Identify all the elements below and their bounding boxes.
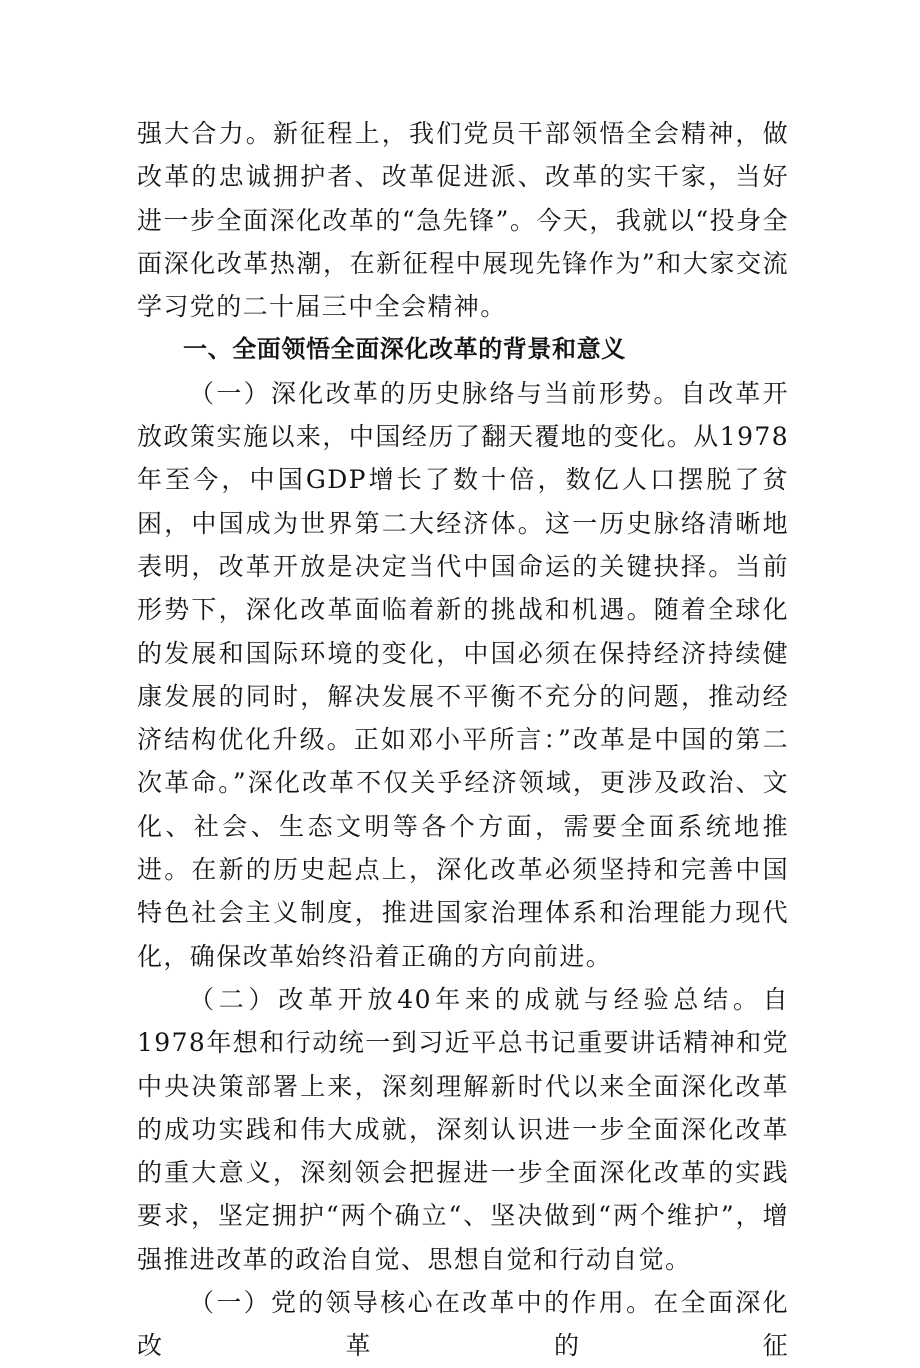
body-paragraph-4: （一）党的领导核心在改革中的作用。在全面深化改革的征 xyxy=(137,1288,789,1361)
document-body xyxy=(137,112,789,1368)
body-paragraph-2: （一）深化改革的历史脉络与当前形势。自改革开放政策实施以来，中国经历了翻天覆地的变化。从1978年至今，中国GDP增长了数十倍，数亿人口摆脱了贫困，中国成为世界第二大经济体。这一历史脉络清晰地表明，改革开放是决定当代中国命运的关键抉择。当前形势下，深化改革面临着新的挑战和机遇。随着全球化的发展和国际环境的变化，中国必须在保持经济持续健康发展的同时，解决发展不平衡不充分的问题，推动经济结构优化升级。正如邓小平所言：”改革是中国的第二次革命。”深化改革不仅关乎经济领域，更涉及政治、文化、社会、生态文明等各个方面，需要全面系统地推进。在新的历史起点上，深化改革必须坚持和完善中国特色社会主义制度，推进国家治理体系和治理能力现代化，确保改革始终沿着正确的方向前进。 xyxy=(137,378,789,971)
section-heading: 一、全面领悟全面深化改革的背景和意义 xyxy=(183,335,626,364)
body-paragraph-1: 强大合力。新征程上，我们党员干部领悟全会精神，做改革的忠诚拥护者、改革促进派、改革的实干家，当好进一步全面深化改革的“急先锋”。今天，我就以“投身全面深化改革热潮，在新征程中展现先锋作为”和大家交流学习党的二十届三中全会精神。 xyxy=(137,119,789,322)
body-paragraph-3: （二）改革开放40年来的成就与经验总结。自1978年想和行动统一到习近平总书记重要讲话精神和党中央决策部署上来，深刻理解新时代以来全面深化改革的成功实践和伟大成就，深刻认识进一步全面深化改革的重大意义，深刻领会把握进一步全面深化改革的实践要求，坚定拥护“两个确立“、坚决做到“两个维护”，增强推进改革的政治自觉、思想自觉和行动自觉。 xyxy=(137,984,789,1274)
